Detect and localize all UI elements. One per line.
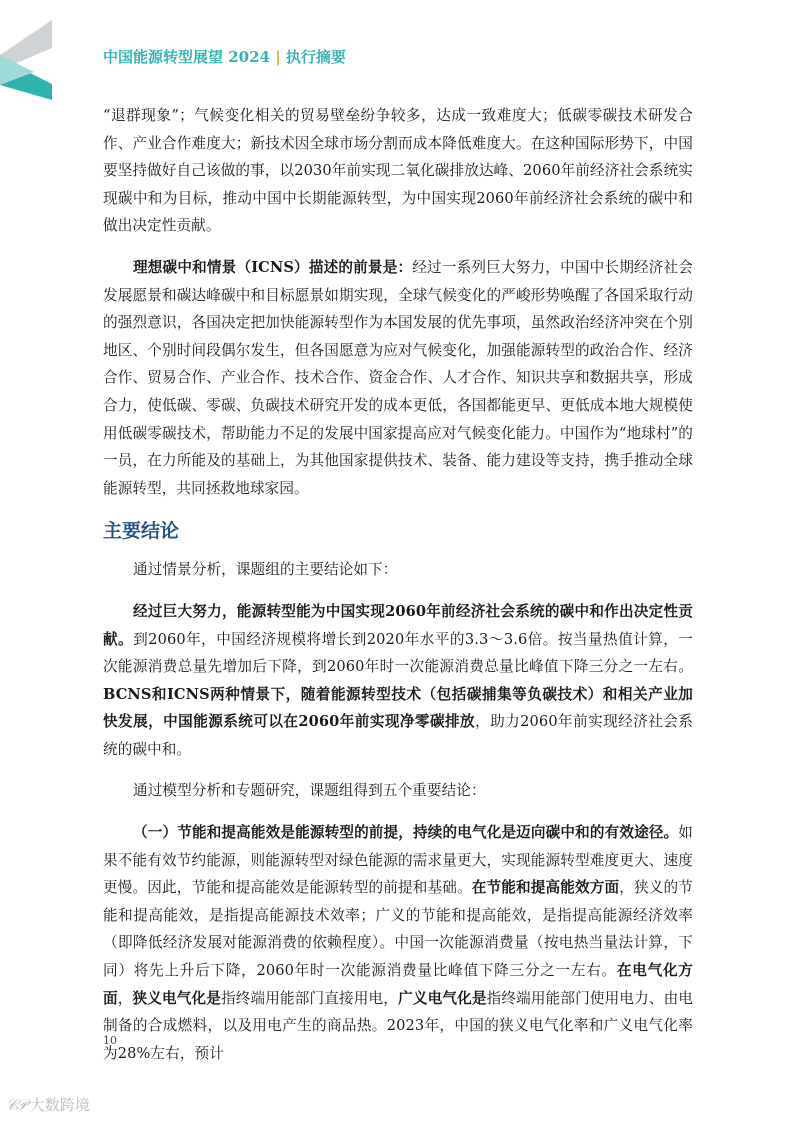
header-title-sub: 执行摘要 — [285, 48, 346, 66]
header-title — [103, 46, 346, 67]
energy-saving-lead: 在节能和提高能效方面 — [471, 879, 620, 897]
conclusion-bold-2: BCNS和ICNS两种情景下，随着能源转型技术（包括碳捕集等负碳技术）和相关产业加快发展，中国能源系统可以在2060年前实现净零碳排放 — [103, 685, 693, 731]
electrification-lead: 在电气化方面 — [103, 962, 693, 1007]
body-text — [103, 102, 693, 1081]
paragraph-3: 通过情景分析，课题组的主要结论如下： — [133, 561, 398, 579]
header-title-main: 中国能源转型展望 2024 — [103, 48, 270, 66]
conclusion-text-2: ，助力2060年前实现经济社会系统的碳中和。 — [103, 713, 693, 758]
icns-lead: 理想碳中和情景（ICNS）描述的前景是： — [133, 258, 413, 276]
finding-1-lead: （一）节能和提高能效是能源转型的前提，持续的电气化是迈向碳中和的有效途径。 — [133, 824, 679, 842]
finding-1-text-3: ， — [117, 989, 133, 1007]
icns-text: 经过一系列巨大努力，中国中长期经济社会发展愿景和碳达峰碳中和目标愿景如期实现，全球气候变化的严峻形势唤醒了各国采取行动的强烈意识，各国决定把加快能源转型作为本国发展的优先事项，虽然政治经济冲突在个别地区、个别时间段偶尔发生，但各国愿意为应对气候变化，加强能源转型的政治合作、经济合作、贸易合作、产业合作、技术合作、资金合作、人才合作、知识共享和数据共享，形成合力，使低碳、零碳、负碳技术研究开发的成本更低，各国都能更早、更低成本地大规模使用低碳零碳技术，帮助能力不足的发展中国家提高应对气候变化能力。中国作为“地球村”的一员，在力所能及的基础上，为其他国家提供技术、装备、能力建设等支持，携手推动全球能源转型，共同拯救地球家园。 — [103, 258, 693, 497]
watermark — [6, 1094, 90, 1115]
paragraph-4 — [103, 598, 693, 764]
broad-electrification-lead: 广义电气化是 — [398, 989, 487, 1007]
conclusion-text-1: 到2060年，中国经济规模将增长到2020年水平的3.3～3.6倍。按当量热值计算，一次能源消费总量先增加后下降，到2060年时一次能源消费总量比峰值下降三分之一左右。 — [103, 630, 694, 676]
finding-1-text-4: 指终端用能部门直接用电， — [221, 989, 399, 1007]
watermark-logo: 𝒞𝒫 — [6, 1096, 26, 1114]
paragraph-6 — [103, 819, 693, 1067]
paragraph-5: 通过模型分析和专题研究，课题组得到五个重要结论： — [133, 782, 486, 800]
section-heading: 主要结论 — [103, 520, 180, 543]
corner-decoration — [0, 0, 60, 110]
paragraph-2 — [103, 254, 693, 502]
finding-1-text-5: 指终端用能部门使用电力、由电制备的合成燃料，以及用电产生的商品热。2023年，中国的狭义电气化率和广义电气化率为28%左右，预计 — [103, 989, 694, 1062]
narrow-electrification-lead: 狭义电气化是 — [132, 989, 222, 1007]
finding-1-text-2: ，狭义的节能和提高能效，是指提高能源技术效率；广义的节能和提高能效，是指提高能源经济效率（即降低经济发展对能源消费的依赖程度）。中国一次能源消费量（按电热当量法计算，下同）将先上升后下降，2060年时一次能源消费量比峰值下降三分之一左右。 — [103, 879, 693, 980]
page-number: 10 — [103, 1034, 117, 1047]
paragraph-1: “退群现象”；气候变化相关的贸易壁垒纷争较多，达成一致难度大；低碳零碳技术研发合作、产业合作难度大；新技术因全球市场分割而成本降低难度大。在这种国际形势下，中国要坚持做好自己该做的事，以2030年前实现二氧化碳排放达峰、2060年前经济社会系统实现碳中和为目标，推动中国中长期能源转型，为中国实现2060年前经济社会系统的碳中和做出决定性贡献。 — [103, 107, 693, 235]
conclusion-lead: 经过巨大努力，能源转型能为中国实现2060年前经济社会系统的碳中和作出决定性贡献。 — [103, 602, 693, 648]
finding-1-text-1: 如果不能有效节约能源，则能源转型对绿色能源的需求量更大，实现能源转型难度更大、速度更慢。因此，节能和提高能效是能源转型的前提和基础。 — [103, 824, 693, 897]
header-title-separator: | — [269, 48, 286, 66]
watermark-text: 大数跨境 — [29, 1096, 90, 1114]
